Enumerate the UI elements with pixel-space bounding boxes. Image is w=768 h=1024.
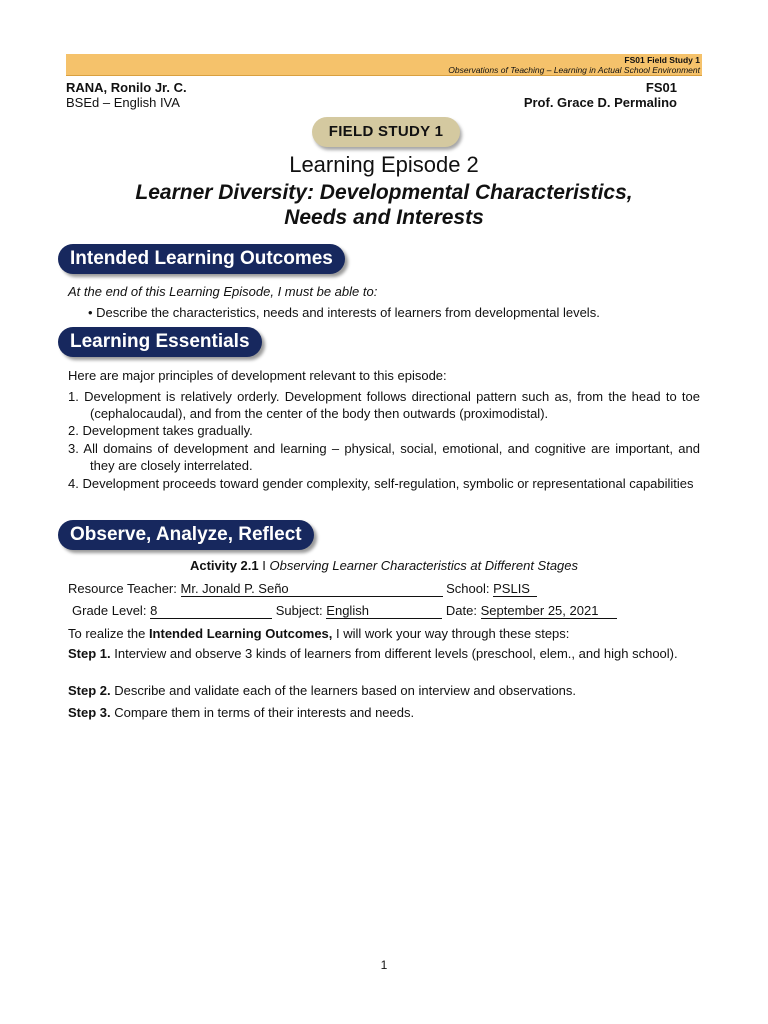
essentials-intro: Here are major principles of development relevant to this episode: bbox=[68, 368, 447, 383]
step-item bbox=[68, 704, 414, 721]
section-observe-analyze-reflect: Observe, Analyze, Reflect bbox=[58, 520, 314, 550]
step-label: Step 1. bbox=[68, 646, 111, 661]
step-label: Step 2. bbox=[68, 683, 111, 698]
step-item bbox=[68, 682, 576, 699]
principle-item: 4. Development proceeds toward gender complexity, self-regulation, symbolic or representational capabilities bbox=[68, 476, 694, 491]
activity-label: Activity 2.1 bbox=[189, 558, 259, 573]
step-item bbox=[68, 645, 700, 662]
episode-title: Learning Episode 2 bbox=[289, 152, 479, 177]
ilo-intro: At the end of this Learning Episode, I must be able to: bbox=[68, 284, 378, 299]
resource-teacher-label: Resource Teacher: bbox=[68, 581, 177, 596]
step-text: Compare them in terms of their interests and needs. bbox=[110, 705, 415, 720]
ilo-bullet-text: Describe the characteristics, needs and interests of learners from developmental levels. bbox=[96, 305, 600, 320]
activity-title: Observing Learner Characteristics at Different Stages bbox=[269, 558, 579, 573]
section-learning-essentials: Learning Essentials bbox=[58, 327, 262, 357]
realize-sentence bbox=[68, 625, 569, 642]
student-course: BSEd – English IVA bbox=[66, 95, 180, 110]
professor-name: Prof. Grace D. Permalino bbox=[523, 95, 677, 110]
episode-subtitle-line1: Learner Diversity: Developmental Characteristics, bbox=[135, 181, 633, 204]
realize-pre: To realize the bbox=[68, 626, 149, 641]
step-label: Step 3. bbox=[68, 705, 111, 720]
student-name: RANA, Ronilo Jr. C. bbox=[66, 80, 187, 95]
realize-bold: Intended Learning Outcomes, bbox=[148, 626, 333, 641]
activity-heading bbox=[0, 557, 768, 574]
field-study-badge: FIELD STUDY 1 bbox=[312, 117, 460, 147]
page-header bbox=[66, 54, 702, 76]
page-number: 1 bbox=[380, 958, 388, 972]
school-value: PSLIS bbox=[493, 582, 537, 597]
header-course-title: FS01 Field Study 1 bbox=[624, 55, 700, 65]
date-value: September 25, 2021 bbox=[481, 604, 617, 619]
resource-teacher-row bbox=[68, 580, 537, 597]
school-label: School: bbox=[446, 581, 490, 596]
realize-post: I will work your way through these steps: bbox=[332, 626, 570, 641]
header-course-subtitle: Observations of Teaching – Learning in Actual School Environment bbox=[448, 65, 700, 75]
episode-subtitle-line2: Needs and Interests bbox=[284, 206, 484, 229]
resource-teacher-value: Mr. Jonald P. Seño bbox=[181, 582, 443, 597]
step-text: Interview and observe 3 kinds of learners from different levels (preschool, elem., and high school). bbox=[110, 646, 678, 661]
activity-separator: I bbox=[258, 558, 270, 573]
grade-label: Grade Level: bbox=[72, 603, 147, 618]
principle-item: 2. Development takes gradually. bbox=[68, 423, 253, 438]
bullet-icon: • bbox=[88, 305, 97, 320]
subject-label: Subject: bbox=[275, 603, 323, 618]
date-label: Date: bbox=[445, 603, 477, 618]
ilo-bullet bbox=[88, 304, 600, 321]
course-code: FS01 bbox=[645, 80, 677, 95]
grade-subject-date-row bbox=[72, 602, 617, 619]
step-text: Describe and validate each of the learners based on interview and observations. bbox=[110, 683, 577, 698]
principle-item: 3. All domains of development and learning – physical, social, emotional, and cognitive are important, and they are closely interrelated. bbox=[68, 441, 700, 473]
principle-item: 1. Development is relatively orderly. Development follows directional pattern such as, from the head to toe (cephalocaudal), and from the center of the body then outwards (proximodistal). bbox=[68, 389, 700, 421]
section-intended-learning-outcomes: Intended Learning Outcomes bbox=[58, 244, 345, 274]
subject-value: English bbox=[326, 604, 442, 619]
grade-value: 8 bbox=[150, 604, 272, 619]
